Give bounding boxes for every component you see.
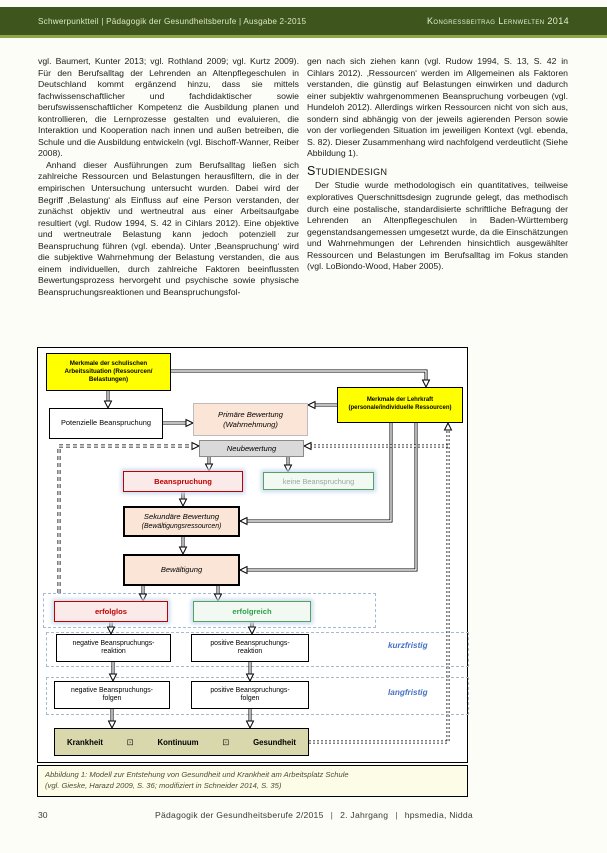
box-beanspruchung: Beanspruchung: [123, 471, 243, 492]
box-erfolgreich: erfolgreich: [193, 601, 311, 622]
paragraph: vgl. Baumert, Kunter 2013; vgl. Rothland 2009; vgl. Kurtz 2009). Für den Berufsalltag der Lehrenden an Altenpflegeschulen in Deutschland kommt ergänzend hinzu, dass sie mittels fachwissenschaftlicher und fachdidaktischer sowie berufswissenschaftlicher Kompetenz die Ausbildung planen und kontrollieren, die Lernprozesse gestalten und evaluieren, die Interaktion und Kooperation nach innen und außen betreiben, die Schule und die Ausbildung entwickeln (vgl. Bischoff-Wanner, Reiber 2008).: [38, 56, 299, 159]
footer-separator: |: [395, 810, 398, 820]
box-positive-reaktion-line1: positive Beanspruchungs-: [210, 639, 290, 647]
box-primaere-bewertung: [193, 403, 308, 436]
figure-caption-line2: (vgl. Gieske, Harazd 2009, S. 36; modifiziert in Schneider 2014, S. 35): [45, 780, 282, 790]
page-header: [0, 7, 607, 38]
figure-caption-line1: Abbildung 1: Modell zur Entstehung von Gesundheit und Krankheit am Arbeitsplatz Schule: [45, 770, 349, 779]
box-negative-folgen-line2: folgen: [102, 695, 122, 702]
box-erfolglos: erfolglos: [54, 601, 168, 622]
footer-volume: 2. Jahrgang: [340, 810, 389, 820]
box-positive-folgen-line2: folgen: [240, 695, 260, 702]
box-keine-beanspruchung: keine Beanspruchung: [263, 472, 374, 490]
article-column-1: [38, 56, 299, 298]
paragraph: gen nach sich ziehen kann (vgl. Rudow 1994, S. 13, S. 42 in Cihlars 2012). ‚Ressourcen‘ werden im Allgemeinen als Faktoren verstanden, die günstig auf Belastungen einwirken und dadurch einer subjektiv wahrgenommenen Beanspruchung vorbeugen (vgl. Hundeloh 2012). Allerdings wirken Ressourcen nicht von sich aus, sondern sind abhängig von der jeweils agierenden Person sowie von der vorliegenden Situation im jeweiligen Kontext (vgl. ebenda, S. 82). Dieser Zusammenhang wird nachfolgend verdeutlicht (Siehe Abbildung 1).: [307, 56, 568, 159]
figure-1-model: [37, 347, 468, 763]
box-bewaeltigung: Bewältigung: [123, 554, 240, 586]
kontinuum-krankheit: Krankheit: [67, 737, 103, 747]
box-negative-reaktion-line2: reaktion: [101, 648, 126, 655]
page-footer: [0, 810, 607, 824]
box-merkmale-lehrkraft: Merkmale der Lehrkraft (personale/individuelle Ressourcen): [337, 387, 463, 423]
box-negative-reaktion: [56, 634, 171, 662]
footer-publisher: hpsmedia, Nidda: [404, 810, 473, 820]
box-kontinuum: [54, 728, 309, 756]
kontinuum-gesundheit: Gesundheit: [253, 737, 296, 747]
footer-journal: Pädagogik der Gesundheitsberufe 2/2015: [155, 810, 324, 820]
label-kurzfristig: kurzfristig: [388, 641, 428, 650]
box-positive-reaktion: [191, 634, 309, 662]
box-positive-folgen: [191, 681, 309, 709]
box-neubewertung: Neubewertung: [199, 440, 304, 457]
header-right-text: Kongressbeitrag Lernwelten 2014: [427, 16, 569, 26]
figure-caption: [37, 765, 468, 797]
box-negative-reaktion-line1: negative Beanspruchungs-: [72, 639, 155, 647]
box-sekundaere-bewertung-line2: (Bewältigungsressourcen): [141, 522, 222, 530]
box-merkmale-arbeitssituation: Merkmale der schulischen Arbeitssituation (Ressourcen/ Belastungen): [46, 353, 171, 391]
box-potenzielle-beanspruchung: Potenzielle Beanspruchung: [49, 408, 163, 439]
box-positive-reaktion-line2: reaktion: [237, 648, 263, 655]
box-primaere-bewertung-line2: (Wahrnehmung): [223, 419, 278, 429]
header-left-text: Schwerpunktteil | Pädagogik der Gesundheitsberufe | Ausgabe 2-2015: [38, 16, 307, 26]
article-column-2: [307, 56, 568, 273]
box-sekundaere-bewertung: [123, 506, 240, 537]
footer-separator: |: [330, 810, 334, 820]
kontinuum-mitte: Kontinuum: [157, 737, 199, 747]
paragraph: Der Studie wurde methodologisch ein quantitatives, teilweise exploratives Querschnittsdesign zugrunde gelegt, das methodisch durch eine postalische, standardisierte schriftliche Befragung der Lehrenden an Altenpflegeschulen in Baden-Württemberg gegenstandsangemessen umgesetzt wurde, da die Einschätzungen und Wahrnehmungen der Lehrenden hinsichtlich ausgewählter Ressourcen und Belastungen im Berufsalltag im Fokus standen (vgl. LoBiondo-Wood, Haber 2005).: [307, 180, 568, 272]
kontinuum-arrow-icon: ⊡: [222, 736, 230, 747]
footer-line: [155, 810, 473, 820]
box-positive-folgen-line1: positive Beanspruchungs-: [210, 686, 290, 694]
box-negative-folgen-line1: negative Beanspruchungs-: [71, 686, 153, 694]
page-number: 30: [38, 810, 48, 820]
box-primaere-bewertung-line1: Primäre Bewertung: [218, 410, 283, 420]
box-sekundaere-bewertung-line1: Sekundäre Bewertung: [143, 512, 220, 522]
box-negative-folgen: [54, 681, 170, 709]
label-langfristig: langfristig: [388, 688, 428, 697]
kontinuum-arrow-icon: ⊡: [126, 736, 134, 747]
paragraph: Anhand dieser Ausführungen zum Berufsalltag ließen sich zahlreiche Ressourcen und Belastungen herausfiltern, die in der empirischen Untersuchung untersucht wurden. Dabei wird der Begriff ‚Belastung‘ als Einfluss auf eine Person verstanden, der zunächst objektiv und wertneutral aus einer Arbeitsaufgabe resultiert (vgl. Rudow 1994, S. 42 in Cihlars 2012). Eine objektive und wertneutrale Belastung kann jedoch potenziell zur Beanspruchung führen (vgl. ebenda). Unter ‚Beanspruchung‘ wird die subjektive Wahrnehmung der Belastung verstanden, die aus einem individuellen, durch zahlreiche Faktoren beeinflussten Bewertungsprozess hervorgeht und psychische sowie physische Beanspruchungsreaktionen und Beanspruchungsfol-: [38, 159, 299, 297]
section-heading-studiendesign: Studiendesign: [307, 163, 388, 178]
